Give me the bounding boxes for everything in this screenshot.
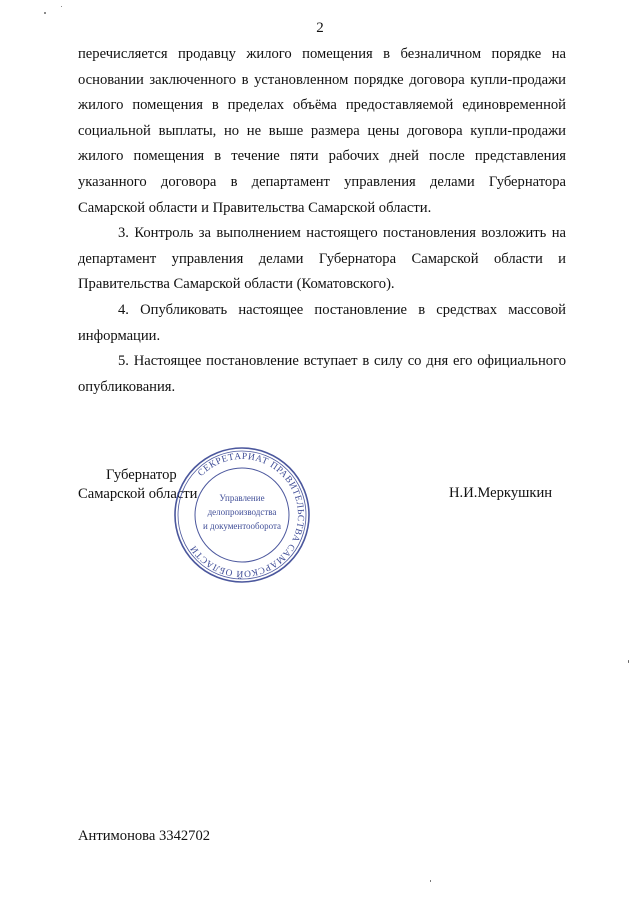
svg-text:СЕКРЕТАРИАТ ПРАВИТЕЛЬСТВА САМА: СЕКРЕТАРИАТ ПРАВИТЕЛЬСТВА САМАРСКОЙ ОБЛАСТИ	[188, 451, 306, 579]
document-body	[78, 42, 566, 400]
signatory-title-line1: Губернатор	[106, 467, 177, 483]
svg-text:делопроизводства: делопроизводства	[207, 507, 277, 517]
signatory-title-line2: Самарской области	[78, 486, 198, 502]
svg-text:Управление: Управление	[219, 493, 265, 503]
scan-speck	[61, 6, 62, 7]
scan-speck	[44, 12, 46, 14]
signatory-name: Н.И.Меркушкин	[449, 485, 553, 501]
author-contact: Антимонова 3342702	[78, 828, 211, 844]
page-number: 2	[316, 20, 324, 36]
official-stamp	[172, 445, 312, 585]
scan-speck	[430, 880, 431, 882]
svg-text:и документооборота: и документооборота	[202, 521, 282, 531]
stamp-seal-graphic	[172, 445, 312, 585]
paragraph-payment-continuation: перечисляется продавцу жилого помещения в безналичном порядке на основании заключенного в установленном порядке договора купли-продажи жилого помещения в пределах объёма предоставляемой единовременной социальной выплаты, но не выше размера цены договора купли-продажи жилого помещения в течение пяти рабочих дней после представления указанного договора в департамент управления делами Губернатора Самарской области и Правительства Самарской области.	[78, 46, 566, 216]
paragraph-item-3: 3. Контроль за выполнением настоящего постановления возложить на департамент управления делами Губернатора Самарской области и Правительства Самарской области (Коматовского).	[78, 225, 566, 293]
scan-speck	[628, 660, 629, 663]
paragraph-item-4: 4. Опубликовать настоящее постановление в средствах массовой информации.	[78, 301, 566, 344]
paragraph-item-5: 5. Настоящее постановление вступает в силу со дня его официального опубликования.	[78, 353, 566, 395]
